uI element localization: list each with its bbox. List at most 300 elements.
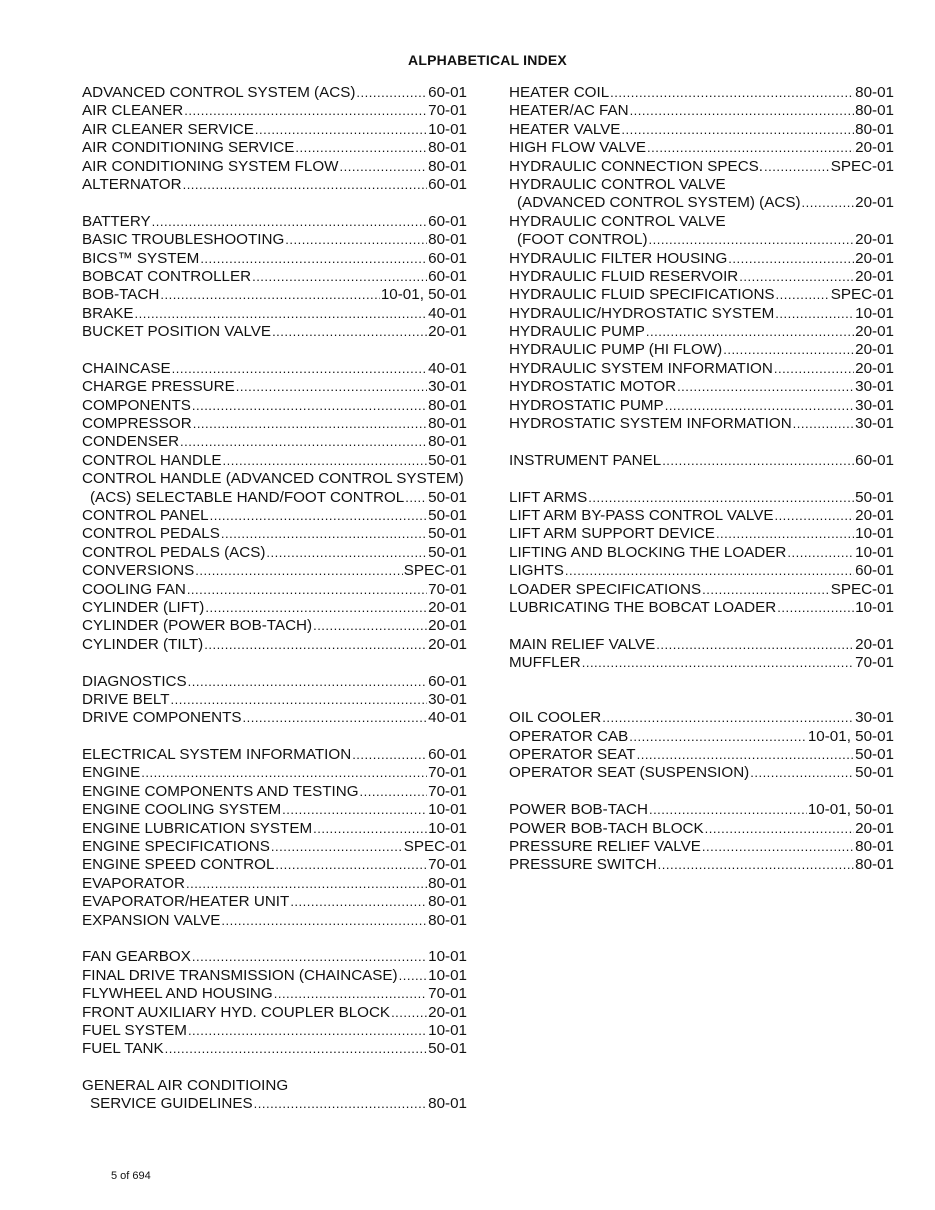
index-entry	[82, 599, 467, 617]
index-entry	[82, 250, 467, 268]
index-entry	[82, 967, 467, 985]
section-gap	[509, 691, 894, 709]
dot-leader	[750, 764, 854, 782]
entry-page-ref: 20-01	[855, 267, 894, 285]
entry-page-ref: 60-01	[855, 451, 894, 469]
entry-label: BUCKET POSITION VALVE	[82, 323, 272, 341]
section-gap	[509, 783, 894, 801]
dot-leader	[275, 856, 427, 874]
index-entry	[82, 397, 467, 415]
entry-page-ref: 50-01	[428, 543, 467, 561]
dot-leader	[172, 360, 428, 378]
index-entry	[82, 102, 467, 120]
entry-page-ref: 80-01	[428, 139, 467, 157]
entry-page-ref: 10-01	[855, 525, 894, 543]
index-entry	[509, 102, 894, 120]
index-entry	[509, 654, 894, 672]
entry-page-ref: 30-01	[855, 378, 894, 396]
dot-leader	[702, 838, 854, 856]
entry-label: POWER BOB-TACH BLOCK	[509, 819, 704, 837]
index-entry	[82, 673, 467, 691]
entry-page-ref: 50-01	[855, 746, 894, 764]
entry-page-ref: 20-01	[855, 635, 894, 653]
entry-label: CHARGE PRESSURE	[82, 378, 235, 396]
index-entry	[82, 1022, 467, 1040]
entry-label: ADVANCED CONTROL SYSTEM (ACS)	[82, 84, 356, 101]
entry-page-ref: 50-01	[428, 506, 467, 524]
entry-label: AIR CONDITIONING SYSTEM FLOW	[82, 157, 339, 175]
entry-page-ref: 70-01	[428, 580, 467, 598]
entry-label: ENGINE SPECIFICATIONS	[82, 838, 270, 856]
index-entry	[82, 893, 467, 911]
entry-page-ref: 30-01	[855, 709, 894, 727]
index-entry	[82, 323, 467, 341]
entry-page-ref: 10-01	[855, 598, 894, 616]
dot-leader	[705, 820, 854, 838]
dot-leader	[282, 801, 427, 819]
dot-leader	[223, 452, 428, 470]
dot-leader	[160, 286, 380, 304]
index-column-left	[82, 84, 467, 1114]
dot-leader	[602, 709, 854, 727]
entry-page-ref: 10-01, 50-01	[807, 801, 894, 819]
entry-label: AIR CLEANER SERVICE	[82, 120, 254, 138]
dot-leader	[254, 1095, 428, 1113]
entry-label: OPERATOR SEAT (SUSPENSION)	[509, 764, 750, 782]
dot-leader	[646, 323, 854, 341]
entry-page-ref: 20-01	[428, 598, 467, 616]
dot-leader	[188, 1022, 427, 1040]
entry-page-ref: 10-01	[428, 1021, 467, 1039]
entry-page-ref: 20-01	[855, 819, 894, 837]
index-entry	[509, 397, 894, 415]
index-entry	[82, 268, 467, 286]
index-heading-line: GENERAL AIR CONDITIOING	[82, 1077, 289, 1095]
index-entry	[82, 415, 467, 433]
dot-leader	[360, 783, 428, 801]
index-entry	[82, 746, 467, 764]
entry-label: ENGINE LUBRICATION SYSTEM	[82, 819, 313, 837]
dot-leader	[582, 654, 854, 672]
entry-label: ENGINE	[82, 764, 141, 782]
index-column-right	[509, 84, 894, 875]
dot-leader	[777, 599, 854, 617]
entry-page-ref: 20-01	[428, 617, 467, 635]
index-entry	[509, 489, 894, 507]
entry-page-ref: 40-01	[428, 304, 467, 322]
index-heading-line: CONTROL HANDLE (ADVANCED CONTROL SYSTEM)	[82, 470, 464, 488]
entry-label: LIGHTS	[509, 562, 564, 580]
dot-leader	[210, 507, 428, 525]
index-entry	[509, 158, 894, 176]
entry-label: BATTERY	[82, 212, 151, 230]
entry-page-ref: 20-01	[428, 635, 467, 653]
entry-label: ENGINE COOLING SYSTEM	[82, 801, 282, 819]
dot-leader	[787, 544, 854, 562]
page-number: 5 of 694	[111, 1170, 151, 1182]
entry-label: CONDENSER	[82, 433, 180, 451]
entry-label: HYDRAULIC CONNECTION SPECS.	[509, 157, 764, 175]
entry-page-ref: 80-01	[855, 120, 894, 138]
index-entry	[82, 912, 467, 930]
index-entry	[509, 452, 894, 470]
entry-page-ref: 80-01	[428, 911, 467, 929]
index-entry	[82, 801, 467, 819]
index-entry	[509, 194, 894, 212]
entry-label: AIR CLEANER	[82, 102, 184, 120]
index-entry	[509, 764, 894, 782]
entry-page-ref: 10-01, 50-01	[380, 286, 467, 304]
entry-label: EXPANSION VALVE	[82, 911, 221, 929]
index-entry	[509, 415, 894, 433]
entry-label: CONVERSIONS	[82, 562, 195, 580]
dot-leader	[340, 158, 428, 176]
entry-page-ref: 10-01	[428, 819, 467, 837]
entry-label: COOLING FAN	[82, 580, 186, 598]
entry-label: OPERATOR CAB	[509, 727, 629, 745]
entry-page-ref: 20-01	[855, 323, 894, 341]
section-gap	[82, 930, 467, 948]
entry-label: DRIVE BELT	[82, 690, 170, 708]
dot-leader	[221, 912, 427, 930]
entry-page-ref: 70-01	[428, 764, 467, 782]
entry-label: FUEL SYSTEM	[82, 1021, 187, 1039]
entry-label: PRESSURE SWITCH	[509, 856, 657, 874]
index-entry	[82, 875, 467, 893]
entry-page-ref: 40-01	[428, 709, 467, 727]
section-gap	[82, 728, 467, 746]
index-entry	[82, 709, 467, 727]
index-entry	[509, 507, 894, 525]
index-entry	[509, 636, 894, 654]
entry-label: MAIN RELIEF VALVE	[509, 635, 656, 653]
dot-leader	[702, 581, 830, 599]
entry-label: OPERATOR SEAT	[509, 746, 636, 764]
entry-label: ENGINE COMPONENTS AND TESTING	[82, 782, 359, 800]
entry-page-ref: 60-01	[428, 672, 467, 690]
dot-leader	[272, 323, 427, 341]
index-entry	[509, 544, 894, 562]
entry-label: INSTRUMENT PANEL	[509, 451, 662, 469]
dot-leader	[285, 231, 427, 249]
section-gap	[509, 617, 894, 635]
index-entry	[82, 286, 467, 304]
entry-label: POWER BOB-TACH	[509, 801, 648, 819]
entry-label: HEATER/AC FAN	[509, 102, 629, 120]
dot-leader	[195, 562, 402, 580]
entry-label: EVAPORATOR	[82, 874, 185, 892]
index-entry	[509, 801, 894, 819]
index-heading-line: HYDRAULIC CONTROL VALVE	[509, 175, 726, 193]
index-entry	[82, 360, 467, 378]
entry-page-ref: 20-01	[428, 323, 467, 341]
entry-page-ref: 80-01	[428, 231, 467, 249]
entry-label: EVAPORATOR/HEATER UNIT	[82, 893, 290, 911]
index-entry	[82, 581, 467, 599]
index-entry	[509, 838, 894, 856]
entry-label: HYDRAULIC PUMP (HI FLOW)	[509, 341, 723, 359]
dot-leader	[775, 305, 854, 323]
entry-page-ref: 80-01	[855, 838, 894, 856]
index-entry	[82, 636, 467, 654]
entry-page-ref: SPEC-01	[403, 562, 467, 580]
index-entry	[82, 452, 467, 470]
entry-label: CONTROL PANEL	[82, 506, 209, 524]
dot-leader	[236, 378, 427, 396]
dot-leader	[565, 562, 854, 580]
dot-leader	[295, 139, 427, 157]
dot-leader	[662, 452, 854, 470]
dot-leader	[405, 489, 427, 507]
entry-label: HYDRAULIC FLUID SPECIFICATIONS	[509, 286, 775, 304]
entry-page-ref: SPEC-01	[830, 157, 894, 175]
index-entry	[509, 599, 894, 617]
entry-page-ref: 50-01	[855, 488, 894, 506]
entry-page-ref: 20-01	[428, 1003, 467, 1021]
index-entry	[82, 838, 467, 856]
index-entry	[82, 691, 467, 709]
entry-page-ref: 60-01	[428, 175, 467, 193]
index-entry	[509, 581, 894, 599]
entry-label: ELECTRICAL SYSTEM INFORMATION	[82, 746, 352, 764]
entry-page-ref: 20-01	[855, 249, 894, 267]
entry-page-ref: 80-01	[428, 893, 467, 911]
entry-page-ref: 60-01	[428, 267, 467, 285]
entry-page-ref: 80-01	[855, 102, 894, 120]
entry-label: COMPONENTS	[82, 396, 191, 414]
dot-leader	[716, 525, 854, 543]
dot-leader	[192, 397, 427, 415]
dot-leader	[205, 599, 427, 617]
dot-leader	[656, 636, 854, 654]
entry-label: DIAGNOSTICS	[82, 672, 187, 690]
index-entry	[82, 948, 467, 966]
entry-page-ref: 20-01	[855, 359, 894, 377]
entry-page-ref: 10-01	[428, 966, 467, 984]
dot-leader	[723, 341, 854, 359]
entry-label: FINAL DRIVE TRANSMISSION (CHAINCASE)	[82, 966, 398, 984]
dot-leader	[192, 948, 427, 966]
dot-leader	[776, 286, 830, 304]
dot-leader	[649, 801, 807, 819]
entry-label: LIFTING AND BLOCKING THE LOADER	[509, 543, 787, 561]
entry-label: HYDROSTATIC PUMP	[509, 396, 664, 414]
index-entry	[509, 562, 894, 580]
entry-label: ENGINE SPEED CONTROL	[82, 856, 275, 874]
dot-leader	[658, 856, 854, 874]
entry-label: DRIVE COMPONENTS	[82, 709, 242, 727]
index-entry	[82, 507, 467, 525]
entry-label: COMPRESSOR	[82, 415, 192, 433]
entry-label: FAN GEARBOX	[82, 948, 191, 966]
entry-label: ALTERNATOR	[82, 175, 182, 193]
dot-leader	[649, 231, 855, 249]
section-gap	[509, 433, 894, 451]
entry-page-ref: 80-01	[428, 1095, 467, 1113]
entry-page-ref: 70-01	[428, 985, 467, 1003]
entry-page-ref: 20-01	[855, 194, 894, 212]
dot-leader	[647, 139, 854, 157]
dot-leader	[141, 764, 427, 782]
entry-page-ref: 70-01	[855, 654, 894, 672]
entry-page-ref: 10-01	[855, 543, 894, 561]
entry-page-ref: SPEC-01	[830, 286, 894, 304]
entry-label: LIFT ARMS	[509, 488, 588, 506]
entry-page-ref: 70-01	[428, 782, 467, 800]
entry-label: LIFT ARM SUPPORT DEVICE	[509, 525, 715, 543]
entry-page-ref: 80-01	[428, 415, 467, 433]
entry-page-ref: 10-01	[428, 801, 467, 819]
dot-leader	[180, 433, 427, 451]
entry-page-ref: 20-01	[855, 231, 894, 249]
index-entry	[82, 433, 467, 451]
entry-page-ref: 10-01	[428, 948, 467, 966]
entry-label: CYLINDER (LIFT)	[82, 598, 205, 616]
entry-label: HYDRAULIC/HYDROSTATIC SYSTEM	[509, 304, 775, 322]
dot-leader	[313, 820, 427, 838]
dot-leader	[193, 415, 427, 433]
dot-leader	[184, 102, 427, 120]
dot-leader	[610, 84, 854, 102]
entry-page-ref: 50-01	[855, 764, 894, 782]
entry-label: SERVICE GUIDELINES	[90, 1095, 253, 1113]
entry-page-ref: 60-01	[428, 746, 467, 764]
index-entry	[82, 378, 467, 396]
index-entry	[509, 709, 894, 727]
dot-leader	[728, 250, 854, 268]
entry-page-ref: 30-01	[428, 690, 467, 708]
index-entry	[82, 1095, 467, 1113]
entry-page-ref: 60-01	[428, 212, 467, 230]
entry-page-ref: 60-01	[428, 249, 467, 267]
entry-page-ref: 50-01	[428, 1040, 467, 1058]
index-entry	[82, 139, 467, 157]
section-gap	[82, 654, 467, 672]
entry-label: OIL COOLER	[509, 709, 602, 727]
dot-leader	[793, 415, 854, 433]
index-entry	[509, 305, 894, 323]
section-gap	[509, 673, 894, 691]
entry-label: HYDRAULIC SYSTEM INFORMATION	[509, 359, 773, 377]
entry-page-ref: 20-01	[855, 341, 894, 359]
entry-label: HYDROSTATIC MOTOR	[509, 378, 677, 396]
dot-leader	[221, 525, 427, 543]
section-gap	[509, 470, 894, 488]
index-entry	[82, 985, 467, 1003]
dot-leader	[399, 967, 428, 985]
dot-leader	[588, 489, 854, 507]
entry-label: HYDROSTATIC SYSTEM INFORMATION	[509, 415, 792, 433]
index-entry	[509, 746, 894, 764]
index-entry	[82, 820, 467, 838]
section-gap	[82, 341, 467, 359]
dot-leader	[774, 507, 854, 525]
dot-leader	[271, 838, 403, 856]
index-entry	[509, 84, 894, 102]
dot-leader	[313, 617, 427, 635]
entry-page-ref: 10-01	[428, 120, 467, 138]
entry-page-ref: 80-01	[428, 433, 467, 451]
entry-label: FUEL TANK	[82, 1040, 164, 1058]
dot-leader	[171, 691, 428, 709]
entry-label: BOB-TACH	[82, 286, 160, 304]
index-entry	[82, 158, 467, 176]
index-entry	[509, 268, 894, 286]
index-entry	[509, 856, 894, 874]
entry-page-ref: 70-01	[428, 856, 467, 874]
entry-label: HYDRAULIC FILTER HOUSING	[509, 249, 728, 267]
entry-page-ref: SPEC-01	[403, 838, 467, 856]
index-entry	[509, 341, 894, 359]
entry-page-ref: 20-01	[855, 139, 894, 157]
dot-leader	[152, 213, 428, 231]
entry-label: HEATER VALVE	[509, 120, 621, 138]
index-entry	[82, 231, 467, 249]
entry-label: BASIC TROUBLESHOOTING	[82, 231, 285, 249]
entry-label: HEATER COIL	[509, 84, 610, 101]
index-entry	[509, 525, 894, 543]
index-entry	[82, 1040, 467, 1058]
index-entry	[82, 525, 467, 543]
entry-label: CONTROL PEDALS (ACS)	[82, 543, 266, 561]
dot-leader	[739, 268, 854, 286]
index-entry	[82, 489, 467, 507]
entry-label: CONTROL PEDALS	[82, 525, 220, 543]
dot-leader	[677, 378, 854, 396]
entry-page-ref: 20-01	[855, 506, 894, 524]
dot-leader	[255, 121, 427, 139]
entry-label: PRESSURE RELIEF VALVE	[509, 838, 701, 856]
dot-leader	[183, 176, 428, 194]
dot-leader	[200, 250, 427, 268]
dot-leader	[774, 360, 854, 378]
entry-page-ref: 30-01	[428, 378, 467, 396]
index-entry	[82, 617, 467, 635]
entry-label: LOADER SPECIFICATIONS	[509, 580, 702, 598]
entry-label: CHAINCASE	[82, 359, 171, 377]
section-gap	[82, 194, 467, 212]
dot-leader	[391, 1004, 427, 1022]
dot-leader	[764, 158, 830, 176]
index-entry	[82, 121, 467, 139]
entry-page-ref: 10-01	[855, 304, 894, 322]
index-entry	[82, 856, 467, 874]
entry-page-ref: 50-01	[428, 525, 467, 543]
section-gap	[82, 1059, 467, 1077]
index-entry	[509, 286, 894, 304]
entry-label: HYDRAULIC PUMP	[509, 323, 645, 341]
dot-leader	[187, 581, 427, 599]
dot-leader	[621, 121, 854, 139]
index-entry	[509, 378, 894, 396]
entry-label: (ADVANCED CONTROL SYSTEM) (ACS)	[517, 194, 801, 212]
entry-label: AIR CONDITIONING SERVICE	[82, 139, 295, 157]
entry-page-ref: 60-01	[428, 84, 467, 101]
entry-label: FLYWHEEL AND HOUSING	[82, 985, 273, 1003]
entry-label: LIFT ARM BY-PASS CONTROL VALVE	[509, 506, 774, 524]
dot-leader	[274, 985, 427, 1003]
entry-label: (ACS) SELECTABLE HAND/FOOT CONTROL	[90, 488, 405, 506]
entry-label: MUFFLER	[509, 654, 581, 672]
entry-page-ref: 30-01	[855, 415, 894, 433]
index-entry	[82, 213, 467, 231]
index-entry	[509, 250, 894, 268]
dot-leader	[204, 636, 427, 654]
index-entry	[82, 176, 467, 194]
index-entry	[509, 323, 894, 341]
index-entry	[82, 84, 467, 102]
index-entry	[82, 544, 467, 562]
